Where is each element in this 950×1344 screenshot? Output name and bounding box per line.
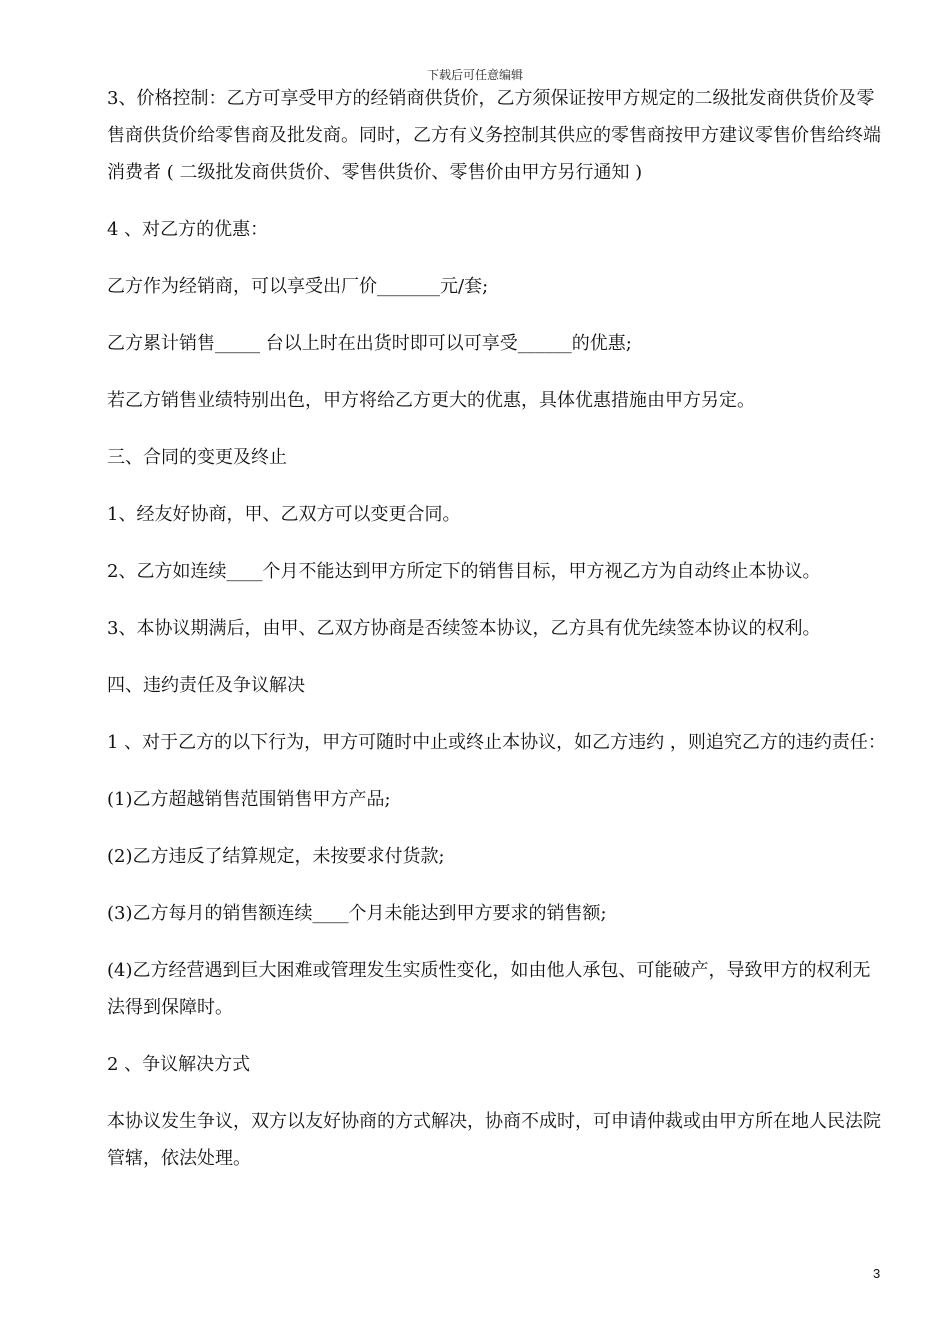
paragraph-factory-price: 乙方作为经销商，可以享受出厂价_______元/套; bbox=[107, 276, 489, 297]
paragraph-dispute-resolution: 本协议发生争议，双方以友好协商的方式解决，协商不成时，可申请仲裁或由甲方所在地人民法院管辖，依法处理。 bbox=[107, 1111, 881, 1169]
list-item-breach-4: (4)乙方经营遇到巨大困难或管理发生实质性变化，如由他人承包、可能破产，导致甲方的权利无法得到保障时。 bbox=[107, 960, 871, 1018]
paragraph-extra-discount: 若乙方销售业绩特别出色，甲方将给乙方更大的优惠，具体优惠措施由甲方另定。 bbox=[107, 390, 755, 411]
list-item-breach-3: (3)乙方每月的销售额连续____个月未能达到甲方要求的销售额; bbox=[107, 903, 607, 924]
header-note: 下载后可任意编辑 bbox=[426, 68, 523, 82]
list-item-breach-1: (1)乙方超越销售范围销售甲方产品; bbox=[107, 789, 391, 810]
paragraph-discount-heading: 4 、对乙方的优惠： bbox=[107, 219, 269, 240]
paragraph-change-contract: 1、经友好协商，甲、乙双方可以变更合同。 bbox=[107, 504, 461, 525]
section-heading-breach-dispute: 四、违约责任及争议解决 bbox=[107, 675, 305, 696]
paragraph-auto-termination: 2、乙方如连续____个月不能达到甲方所定下的销售目标，甲方视乙方为自动终止本协议。 bbox=[107, 561, 821, 582]
paragraph-dispute-heading: 2 、争议解决方式 bbox=[107, 1054, 251, 1075]
paragraph-breach-intro: 1 、对于乙方的以下行为，甲方可随时中止或终止本协议，如乙方违约 ，则追究乙方的违约责任： bbox=[107, 732, 886, 753]
page-number: 3 bbox=[873, 1266, 881, 1281]
paragraph-renewal: 3、本协议期满后，由甲、乙双方协商是否续签本协议，乙方具有优先续签本协议的权利。 bbox=[107, 618, 821, 639]
section-heading-change-termination: 三、合同的变更及终止 bbox=[107, 447, 287, 468]
paragraph-cumulative-sales: 乙方累计销售_____ 台以上时在出货时即可以可享受______的优惠; bbox=[107, 333, 632, 354]
list-item-breach-2: (2)乙方违反了结算规定，未按要求付货款; bbox=[107, 846, 445, 867]
document-body bbox=[107, 80, 887, 1197]
paragraph-price-control: 3、价格控制：乙方可享受甲方的经销商供货价，乙方须保证按甲方规定的二级批发商供货价及零售商供货价给零售商及批发商。同时，乙方有义务控制其供应的零售商按甲方建议零售价售给终端消费者 ( 二级批发商供货价、零售供货价、零售价由甲方另行通知 ) bbox=[107, 88, 881, 183]
